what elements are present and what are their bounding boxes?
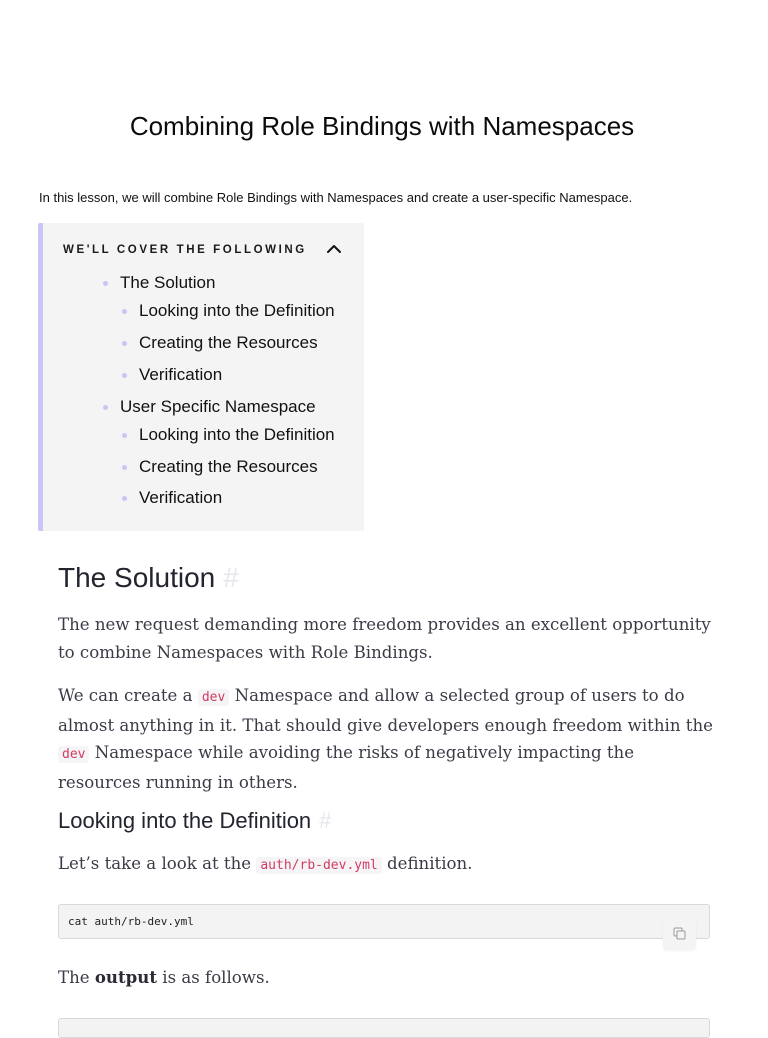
copy-icon xyxy=(673,927,686,940)
toc-item-verification[interactable]: Verification xyxy=(139,365,222,385)
page-title: Combining Role Bindings with Namespaces xyxy=(129,111,635,141)
toc-list xyxy=(43,223,364,531)
copy-button[interactable] xyxy=(663,917,696,950)
bullet-icon xyxy=(103,281,108,286)
inline-code: dev xyxy=(198,689,229,706)
toc-item-looking-into-definition-2[interactable]: Looking into the Definition xyxy=(139,425,335,445)
bullet-icon xyxy=(122,309,127,314)
toc-item-looking-into-definition[interactable]: Looking into the Definition xyxy=(139,301,335,321)
toc-item-user-specific-namespace[interactable]: User Specific Namespace xyxy=(120,397,316,417)
inline-code: auth/rb-dev.yml xyxy=(256,857,381,874)
bullet-icon xyxy=(122,341,127,346)
lesson-intro: In this lesson, we will combine Role Bindings with Namespaces and create a user-specific Namespace. xyxy=(39,190,633,205)
inline-code: dev xyxy=(58,746,89,763)
toc-item-verification-2[interactable]: Verification xyxy=(139,488,222,508)
section-heading-looking-into-definition: Looking into the Definition # xyxy=(58,808,332,833)
output-paragraph: The output is as follows. xyxy=(58,967,270,987)
section-heading-the-solution: The Solution # xyxy=(58,562,239,593)
bullet-icon xyxy=(122,465,127,470)
toc-item-creating-resources[interactable]: Creating the Resources xyxy=(139,333,318,353)
anchor-link[interactable]: # xyxy=(319,808,332,833)
anchor-link[interactable]: # xyxy=(223,562,239,593)
solution-paragraph-2: We can create a dev Namespace and allow a selected group of users to do almost anything in it. That should give developers enough freedom within the dev Namespace while avoiding the risks of negatively impacting the resources running in others. xyxy=(58,686,713,792)
table-of-contents xyxy=(38,223,364,531)
code-command: cat auth/rb-dev.yml xyxy=(68,915,194,928)
bullet-icon xyxy=(103,405,108,410)
definition-paragraph: Let’s take a look at the auth/rb-dev.yml definition. xyxy=(58,854,473,873)
toc-title: WE'LL COVER THE FOLLOWING xyxy=(63,244,307,256)
toc-item-creating-resources-2[interactable]: Creating the Resources xyxy=(139,457,318,477)
bullet-icon xyxy=(122,373,127,378)
bullet-icon xyxy=(122,496,127,501)
bullet-icon xyxy=(122,433,127,438)
toc-item-the-solution[interactable]: The Solution xyxy=(120,273,215,293)
solution-paragraph-1: The new request demanding more freedom provides an excellent opportunity to combine Namespaces with Role Bindings. xyxy=(58,615,711,662)
code-block[interactable] xyxy=(58,904,710,939)
output-code-block[interactable] xyxy=(58,1018,710,1038)
